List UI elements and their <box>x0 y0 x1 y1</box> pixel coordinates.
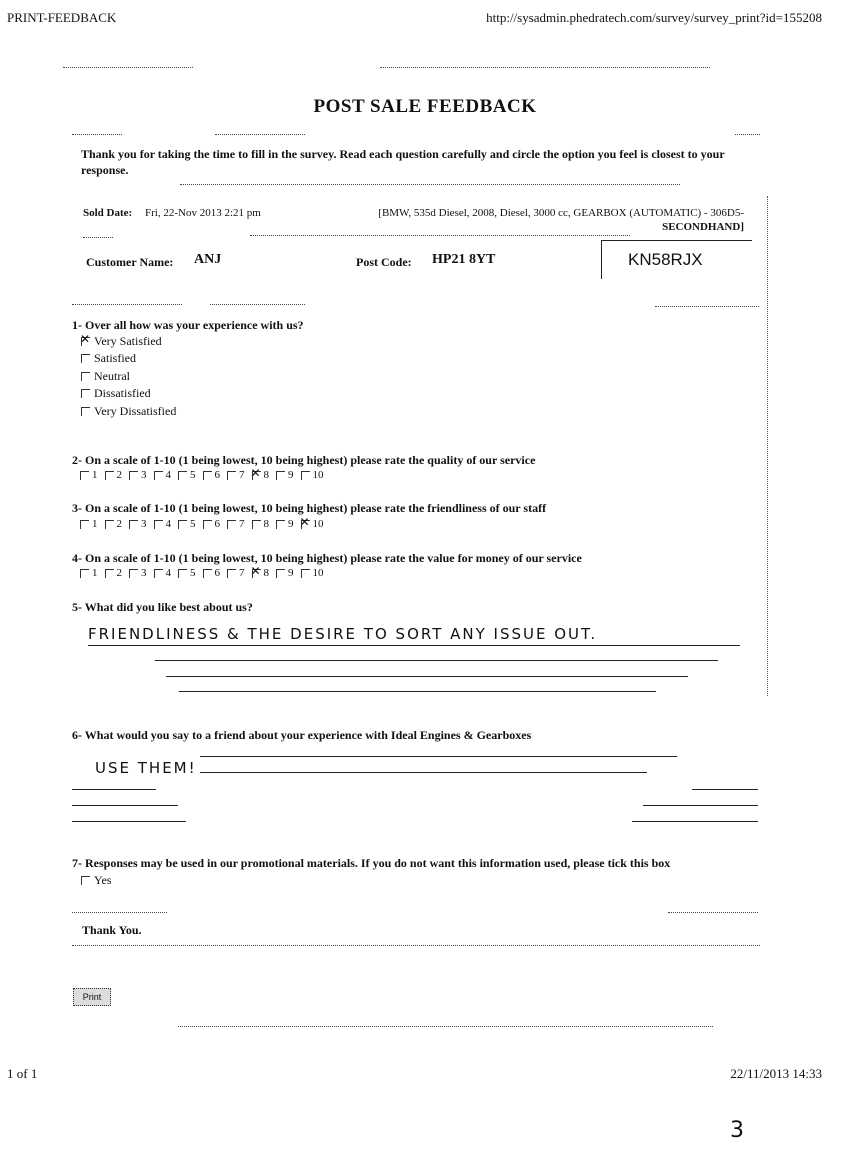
checkbox[interactable] <box>203 471 212 480</box>
scale-label: 8 <box>263 469 269 481</box>
scale-label: 10 <box>312 567 324 579</box>
q3-option-3[interactable] <box>129 518 147 530</box>
answer-line <box>692 789 758 790</box>
checkbox[interactable] <box>252 520 261 529</box>
q2-option-9[interactable] <box>276 469 294 481</box>
scale-label: 7 <box>239 469 245 481</box>
q4-scale <box>80 567 324 579</box>
q2-option-4[interactable] <box>154 469 172 481</box>
divider <box>380 67 710 68</box>
divider <box>72 912 167 913</box>
checkbox[interactable] <box>154 520 163 529</box>
checkbox[interactable] <box>276 471 285 480</box>
answer-line <box>155 660 718 661</box>
checkbox[interactable] <box>81 354 90 363</box>
divider <box>63 67 193 68</box>
q3-option-9[interactable] <box>276 518 294 530</box>
q5-handwritten-answer: FRIENDLINESS & THE DESIRE TO SORT ANY ISSUE OUT. <box>88 625 598 643</box>
scale-label: 5 <box>190 567 196 579</box>
scale-label: 7 <box>239 567 245 579</box>
q2-option-6[interactable] <box>203 469 221 481</box>
checkbox[interactable] <box>129 520 138 529</box>
answer-line <box>72 789 156 790</box>
q2-option-1[interactable] <box>80 469 98 481</box>
checkbox[interactable] <box>81 407 90 416</box>
checkbox[interactable] <box>81 372 90 381</box>
scale-label: 2 <box>116 518 122 530</box>
checkbox[interactable] <box>178 569 187 578</box>
scale-label: 9 <box>288 518 294 530</box>
intro-text: Thank you for taking the time to fill in the survey. Read each question carefully and circle the option you feel is closest to your response. <box>81 147 725 177</box>
answer-line <box>88 645 740 646</box>
customer-name-label: Customer Name: <box>86 255 174 269</box>
q4-option-4[interactable] <box>154 567 172 579</box>
page-header-url: http://sysadmin.phedratech.com/survey/survey_print?id=155208 <box>486 10 822 25</box>
divider <box>83 237 113 238</box>
checkbox[interactable] <box>80 520 89 529</box>
answer-line <box>179 691 656 692</box>
q4-option-1[interactable] <box>80 567 98 579</box>
scale-label: 4 <box>165 567 171 579</box>
q6-handwritten-answer: USE THEM! <box>95 759 197 777</box>
divider <box>178 1026 713 1027</box>
q4-option-7[interactable] <box>227 567 245 579</box>
q3-option-7[interactable] <box>227 518 245 530</box>
checkbox[interactable] <box>227 471 236 480</box>
checkbox[interactable] <box>154 569 163 578</box>
scale-label: 10 <box>312 469 324 481</box>
q2-scale <box>80 469 324 481</box>
checkbox[interactable] <box>252 471 261 480</box>
checkbox[interactable] <box>252 569 261 578</box>
scale-label: 4 <box>165 469 171 481</box>
scale-label: 8 <box>263 567 269 579</box>
sold-date-value: Fri, 22-Nov 2013 2:21 pm <box>145 207 261 219</box>
scale-label: 9 <box>288 469 294 481</box>
scale-label: 3 <box>141 469 147 481</box>
q4-option-3[interactable] <box>129 567 147 579</box>
scale-label: 8 <box>263 518 269 530</box>
q2-option-5[interactable] <box>178 469 196 481</box>
checkbox[interactable] <box>81 876 90 885</box>
scale-label: 7 <box>239 518 245 530</box>
q1-option-very-dissatisfied[interactable]: Very Dissatisfied <box>81 404 176 419</box>
checkbox[interactable] <box>105 569 114 578</box>
print-timestamp: 22/11/2013 14:33 <box>730 1066 822 1081</box>
divider <box>735 134 760 135</box>
page-header-title: PRINT-FEEDBACK <box>7 10 117 25</box>
scale-label: 2 <box>116 469 122 481</box>
checkbox-checked[interactable] <box>81 337 90 346</box>
checkbox[interactable] <box>227 520 236 529</box>
sold-date-label: Sold Date: <box>83 207 133 219</box>
vehicle-line-2: SECONDHAND] <box>662 221 744 233</box>
q2-option-8[interactable] <box>252 469 270 481</box>
q1-option-satisfied[interactable]: Satisfied <box>81 351 136 366</box>
checkbox[interactable] <box>105 520 114 529</box>
scale-label: 1 <box>92 518 98 530</box>
q7-option-yes[interactable]: Yes <box>81 873 111 888</box>
border-right <box>767 196 768 696</box>
divider <box>655 306 759 307</box>
postcode-value: HP21 8YT <box>432 252 496 267</box>
vehicle-line-1: [BMW, 535d Diesel, 2008, Diesel, 3000 cc, GEARBOX (AUTOMATIC) - 306D5- <box>378 207 744 219</box>
checkbox[interactable] <box>178 471 187 480</box>
checkbox[interactable] <box>105 471 114 480</box>
scale-label: 3 <box>141 567 147 579</box>
divider <box>180 184 680 185</box>
print-button[interactable]: Print <box>73 988 111 1006</box>
q3-option-4[interactable] <box>154 518 172 530</box>
divider <box>72 304 182 305</box>
question-6: 6- What would you say to a friend about your experience with Ideal Engines & Gearboxes <box>72 728 532 742</box>
postcode-label: Post Code: <box>356 255 412 269</box>
question-4: 4- On a scale of 1-10 (1 being lowest, 10 being highest) please rate the value for money of our service <box>72 551 582 565</box>
answer-line <box>166 676 688 677</box>
q3-option-6[interactable] <box>203 518 221 530</box>
scale-label: 9 <box>288 567 294 579</box>
q3-option-1[interactable] <box>80 518 98 530</box>
scale-label: 6 <box>214 469 220 481</box>
answer-line <box>72 821 186 822</box>
scale-label: 10 <box>312 518 324 530</box>
scale-label: 5 <box>190 518 196 530</box>
q1-option-neutral[interactable]: Neutral <box>81 369 130 384</box>
answer-line <box>632 821 758 822</box>
checkbox[interactable] <box>203 520 212 529</box>
scale-label: 5 <box>190 469 196 481</box>
registration-plate: KN58RJX <box>628 250 703 269</box>
checkbox[interactable] <box>178 520 187 529</box>
scale-label: 1 <box>92 469 98 481</box>
scale-label: 4 <box>165 518 171 530</box>
scale-label: 2 <box>116 567 122 579</box>
divider <box>72 945 760 946</box>
checkbox[interactable] <box>301 520 310 529</box>
question-7: 7- Responses may be used in our promotional materials. If you do not want this information used, please tick this box <box>72 856 671 870</box>
divider <box>668 912 758 913</box>
checkbox[interactable] <box>203 569 212 578</box>
checkbox[interactable] <box>154 471 163 480</box>
scale-label: 6 <box>214 518 220 530</box>
checkbox[interactable] <box>129 471 138 480</box>
checkbox[interactable] <box>227 569 236 578</box>
q2-option-10[interactable] <box>301 469 324 481</box>
q1-option-dissatisfied[interactable]: Dissatisfied <box>81 386 151 401</box>
question-5: 5- What did you like best about us? <box>72 600 253 614</box>
q2-option-2[interactable] <box>105 469 123 481</box>
checkbox[interactable] <box>276 569 285 578</box>
q4-option-10[interactable] <box>301 567 324 579</box>
checkbox[interactable] <box>301 471 310 480</box>
checkbox[interactable] <box>80 471 89 480</box>
divider <box>215 134 305 135</box>
q4-option-6[interactable] <box>203 567 221 579</box>
scale-label: 6 <box>214 567 220 579</box>
scale-label: 1 <box>92 567 98 579</box>
page-count: 1 of 1 <box>7 1066 38 1081</box>
answer-line <box>643 805 758 806</box>
checkbox[interactable] <box>276 520 285 529</box>
checkbox[interactable] <box>301 569 310 578</box>
checkbox[interactable] <box>80 569 89 578</box>
answer-line <box>72 805 178 806</box>
answer-line <box>200 772 647 773</box>
divider <box>210 304 305 305</box>
answer-line <box>200 756 677 757</box>
thank-you-text: Thank You. <box>82 923 142 937</box>
divider <box>250 235 630 236</box>
q4-option-9[interactable] <box>276 567 294 579</box>
q3-option-10[interactable] <box>301 518 324 530</box>
handwritten-page-number: 3 <box>730 1118 744 1143</box>
q3-option-2[interactable] <box>105 518 123 530</box>
q2-option-7[interactable] <box>227 469 245 481</box>
q4-option-5[interactable] <box>178 567 196 579</box>
divider <box>72 134 122 135</box>
q1-option-very-satisfied[interactable]: ✕ Very Satisfied <box>81 334 162 349</box>
checkbox[interactable] <box>129 569 138 578</box>
checkbox[interactable] <box>81 389 90 398</box>
q3-option-5[interactable] <box>178 518 196 530</box>
q2-option-3[interactable] <box>129 469 147 481</box>
q3-option-8[interactable] <box>252 518 270 530</box>
page-title: POST SALE FEEDBACK <box>313 96 537 117</box>
question-2: 2- On a scale of 1-10 (1 being lowest, 10 being highest) please rate the quality of our service <box>72 453 536 467</box>
question-1: 1- Over all how was your experience with us? <box>72 318 304 332</box>
customer-name-value: ANJ <box>194 252 222 267</box>
q4-option-2[interactable] <box>105 567 123 579</box>
q4-option-8[interactable] <box>252 567 270 579</box>
question-3: 3- On a scale of 1-10 (1 being lowest, 10 being highest) please rate the friendliness of our staff <box>72 501 547 515</box>
q3-scale <box>80 518 324 530</box>
scale-label: 3 <box>141 518 147 530</box>
